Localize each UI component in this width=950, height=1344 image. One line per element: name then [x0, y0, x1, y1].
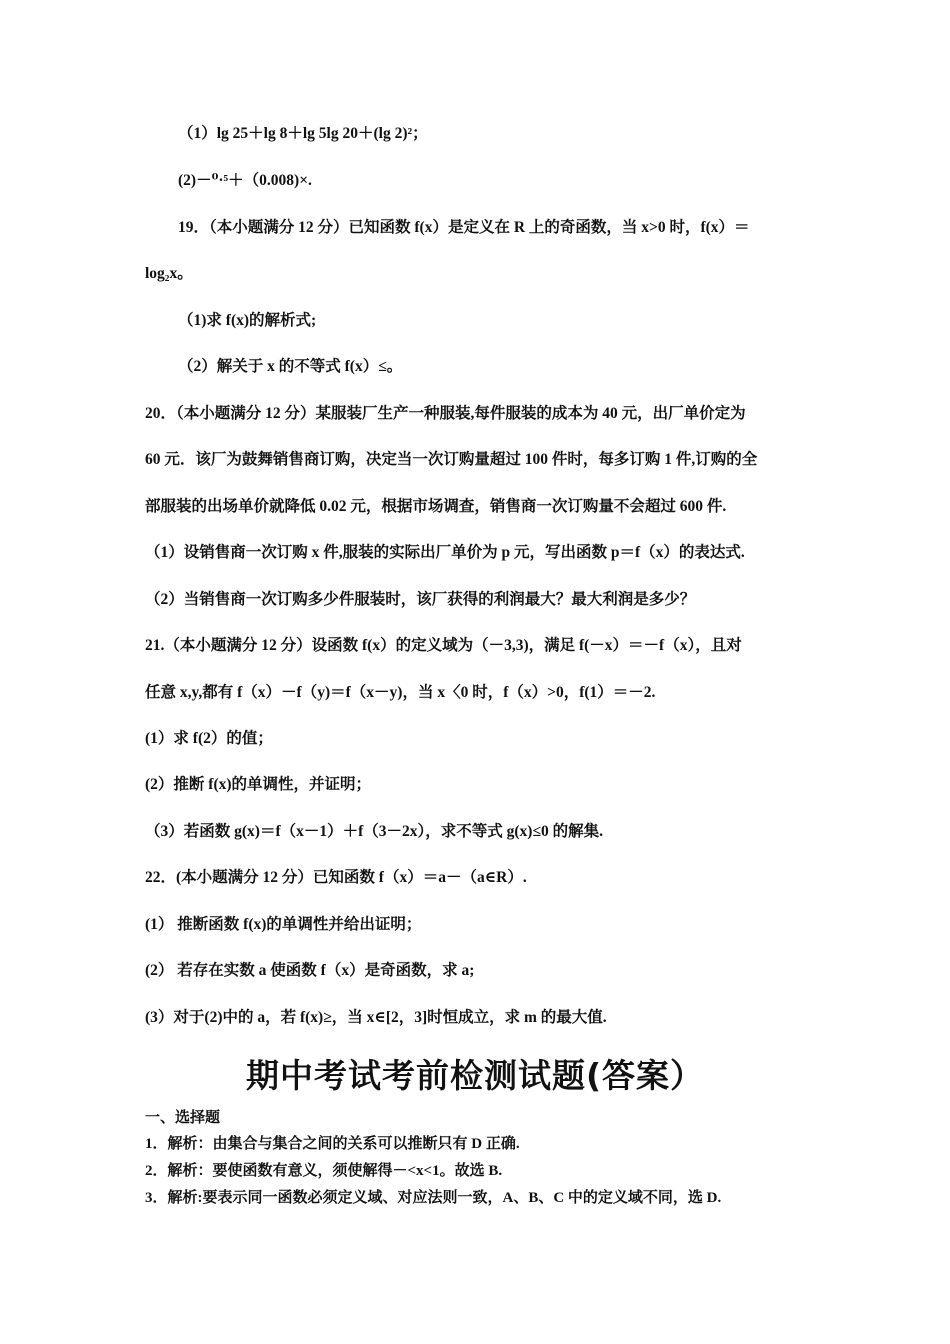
problem-line: （1)求 f(x)的解析式; [178, 312, 317, 329]
problem-line: （1）设销售商一次订购 x 件,服装的实际出厂单价为 p 元，写出函数 p＝f（x）的表达式. [145, 544, 745, 561]
problem-line: 60 元．该厂为鼓舞销售商订购，决定当一次订购量超过 100 件时，每多订购 1 件,订购的全 [145, 451, 758, 468]
problem-line: （2）解关于 x 的不等式 f(x）≤。 [178, 358, 403, 375]
problem-line: log₂x。 [145, 265, 193, 282]
problem-line: 任意 x,y,都有 f（x）－f（y)＝f（x－y)，当 x〈0 时，f（x）>0，f(1）＝－2. [145, 684, 656, 701]
problem-line: (2）推断 f(x)的单调性，并证明； [145, 776, 372, 793]
problem-line: 20．（本小题满分 12 分）某服装厂生产一种服装,每件服装的成本为 40 元，出厂单价定为 [145, 405, 746, 422]
problem-line: 21.（本小题满分 12 分）设函数 f(x）的定义域为（－3,3)，满足 f(－x）＝－f（x），且对 [145, 637, 742, 654]
problem-line: 22．(本小题满分 12 分）已知函数 f（x）＝a－（a∈R）. [145, 869, 527, 886]
answer-title: 期中考试考前检测试题(答案） [245, 1056, 705, 1095]
problem-line: （3）若函数 g(x)＝f（x－1）＋f（3－2x），求不等式 g(x)≤0 的解集. [145, 823, 603, 840]
problem-line: (3）对于(2)中的 a，若 f(x)≥，当 x∈[2，3]时恒成立，求 m 的最大值. [145, 1009, 607, 1026]
problem-line: （1）lg 25＋lg 8＋lg 5lg 20＋(lg 2)²； [178, 125, 428, 142]
answer-line: 3．解析:要表示同一函数必须定义域、对应法则一致，A、B、C 中的定义域不同，选 D. [145, 1190, 722, 1206]
answer-line: 1．解析：由集合与集合之间的关系可以推断只有 D 正确. [145, 1136, 520, 1152]
problem-line: (2） 若存在实数 a 使函数 f（x）是奇函数，求 a; [145, 962, 475, 979]
problem-line: (2)－⁰·⁵＋（0.008)×. [178, 172, 312, 189]
problem-line: 部服装的出场单价就降低 0.02 元，根据市场调查，销售商一次订购量不会超过 600 件. [145, 498, 727, 515]
problem-line: (1）求 f(2）的值； [145, 730, 273, 747]
problem-line: 19．（本小题满分 12 分）已知函数 f(x）是定义在 R 上的奇函数，当 x>0 时，f(x）＝ [178, 219, 750, 236]
problem-line: (1） 推断函数 f(x)的单调性并给出证明； [145, 916, 422, 933]
answer-line: 2．解析：要使函数有意义，须使解得－<x<1。故选 B. [145, 1163, 503, 1179]
section-heading: 一、选择题 [145, 1110, 221, 1126]
problem-line: （2）当销售商一次订购多少件服装时，该厂获得的利润最大？最大利润是多少？ [145, 591, 696, 608]
